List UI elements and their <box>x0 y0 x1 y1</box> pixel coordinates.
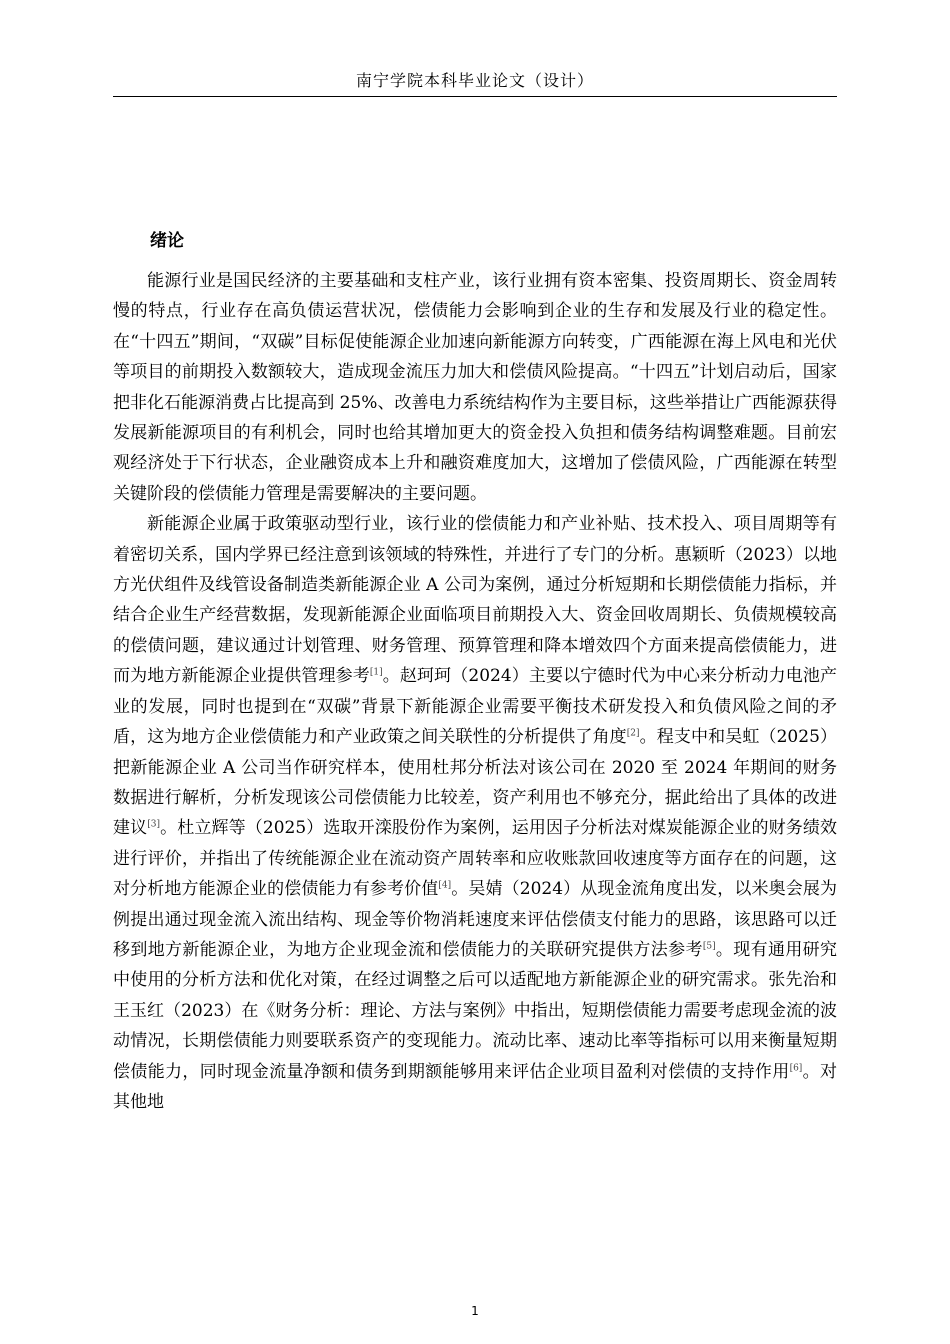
header-divider <box>113 96 837 97</box>
citation-marker: [1] <box>369 667 383 678</box>
page-header: 南宁学院本科毕业论文（设计） <box>355 71 594 90</box>
citation-marker: [4] <box>438 880 452 891</box>
paragraph-text: 。程支中和吴虹（2025）把新能源企业 A 公司当作研究样本，使用杜邦分析法对该公司在 2020 至 2024 年期间的财务数据进行解析，分析发现该公司偿债能力比较差，资产利用也不够充分，据此给出了具体的改进建议 <box>113 727 838 839</box>
paragraph-text: 。赵珂珂（2024）主要以宁德时代为中心来分析动力电池产业的发展，同时也提到在“双碳”背景下新能源企业需要平衡技术研发投入和负债风险之间的矛盾，这为地方企业偿债能力和产业政策之间关联性的分析提供了角度 <box>113 666 838 748</box>
citation-marker: [2] <box>626 728 640 739</box>
paragraph-text: 。对其他地 <box>113 1061 838 1112</box>
citation-marker: [6] <box>789 1062 803 1073</box>
paragraph-text: 新能源企业属于政策驱动型行业，该行业的偿债能力和产业补贴、技术投入、项目周期等有着密切关系，国内学界已经注意到该领域的特殊性，并进行了专门的分析。惠颖昕（2023）以地方光伏组件及线管设备制造类新能源企业 A 公司为案例，通过分析短期和长期偿债能力指标，并结合企业生产经营数据，发现新能源企业面临项目前期投入大、资金回收周期长、负债规模较高的偿债问题，建议通过计划管理、财务管理、预算管理和降本增效四个方面来提高偿债能力，进而为地方新能源企业提供管理参考 <box>113 514 837 687</box>
page-number: 1 <box>471 1304 479 1318</box>
paragraph-2 <box>113 509 837 1117</box>
citation-marker: [5] <box>702 941 716 952</box>
paragraph-text: 。吴婧（2024）从现金流角度出发，以米奥会展为例提出通过现金流入流出结构、现金等价物消耗速度来评估偿债支付能力的思路，该思路可以迁移到地方新能源企业，为地方企业现金流和偿债能力的关联研究提供方法参考 <box>113 879 838 960</box>
paragraph-text: 。杜立辉等（2025）选取开滦股份作为案例，运用因子分析法对煤炭能源企业的财务绩效进行评价，并指出了传统能源企业在流动资产周转率和应收账款回收速度等方面存在的问题，这对分析地方能源企业的偿债能力有参考价值 <box>113 818 837 900</box>
paragraph-text: 。现有通用研究中使用的分析方法和优化对策，在经过调整之后可以适配地方新能源企业的研究需求。张先治和王玉红（2023）在《财务分析：理论、方法与案例》中指出，短期偿债能力需要考虑现金流的波动情况，长期偿债能力则要联系资产的变现能力。流动比率、速动比率等指标可以用来衡量短期偿债能力，同时现金流量净额和债务到期额能够用来评估企业项目盈利对偿债的支持作用 <box>113 939 838 1082</box>
paragraph-1: 能源行业是国民经济的主要基础和支柱产业，该行业拥有资本密集、投资周期长、资金周转慢的特点，行业存在高负债运营状况，偿债能力会影响到企业的生存和发展及行业的稳定性。在“十四五”期间，“双碳”目标促使能源企业加速向新能源方向转变，广西能源在海上风电和光伏等项目的前期投入数额较大，造成现金流压力加大和偿债风险提高。“十四五”计划启动后，国家把非化石能源消费占比提高到 25%、改善电力系统结构作为主要目标，这些举措让广西能源获得发展新能源项目的有利机会，同时也给其增加更大的资金投入负担和债务结构调整难题。目前宏观经济处于下行状态，企业融资成本上升和融资难度加大，这增加了偿债风险，广西能源在转型关键阶段的偿债能力管理是需要解决的主要问题。 <box>113 271 837 504</box>
citation-marker: [3] <box>147 819 160 830</box>
section-title: 绪论 <box>150 231 184 251</box>
body-text <box>113 266 837 1117</box>
